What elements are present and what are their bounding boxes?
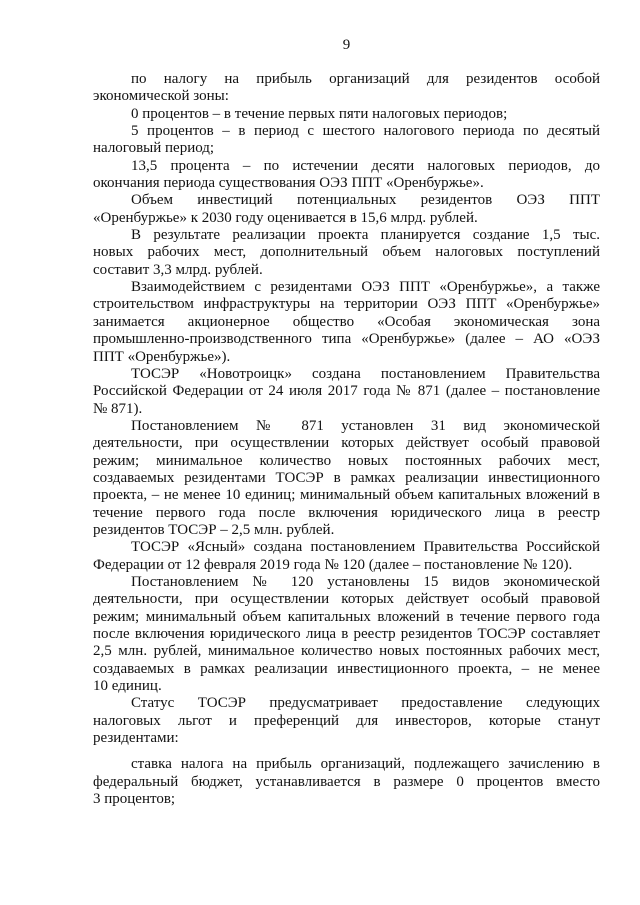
list-item-0-percent bbox=[93, 106, 600, 123]
text-line: резидентов ТОСЭР – 2,5 млн. рублей. bbox=[93, 521, 335, 538]
text-line: 2,5 млн. рублей, минимальное количество новых постоянных рабочих мест, bbox=[93, 643, 600, 660]
text-line: проекта, – не менее 10 единиц; минимальный объем капитальных вложений в bbox=[93, 487, 600, 504]
text-line: № 871). bbox=[93, 400, 143, 417]
text-line: деятельности, при осуществлении которых действует особый правовой bbox=[93, 435, 600, 452]
text-line: экономической зоны: bbox=[93, 88, 229, 105]
text-line: ставка налога на прибыль организаций, подлежащего зачислению в bbox=[131, 756, 600, 773]
list-item-profit-tax-rate bbox=[93, 756, 600, 808]
text-line: по налогу на прибыль организаций для резидентов особой bbox=[131, 71, 600, 87]
text-line: течение первого года после включения юридического лица в реестр bbox=[93, 504, 600, 521]
text-line: Федерации от 12 февраля 2019 года № 120 (далее – постановление № 120). bbox=[93, 556, 573, 573]
text-line: 3 процентов; bbox=[93, 791, 176, 808]
text-line: составит 3,3 млрд. рублей. bbox=[93, 261, 263, 278]
list-item-5-percent bbox=[93, 123, 600, 158]
text-line: строительством инфраструктуры на территории ОЭЗ ППТ «Оренбуржье» bbox=[93, 296, 600, 313]
text-line: после включения юридического лица в реестр резидентов ТОСЭР составляет bbox=[93, 626, 600, 642]
text-line: создаваемых резидентами ТОСЭР в рамках реализации инвестиционного bbox=[93, 469, 600, 486]
text-line: ТОСЭР «Ясный» создана постановлением Правительства Российской bbox=[131, 539, 600, 556]
text-line: Взаимодействием с резидентами ОЭЗ ППТ «Оренбуржье», а также bbox=[131, 279, 600, 296]
text-line: ППТ «Оренбуржье»). bbox=[93, 348, 231, 365]
text-line: 0 процентов – в течение первых пяти налоговых периодов; bbox=[131, 105, 508, 122]
text-line: Статус ТОСЭР предусматривает предоставление следующих bbox=[131, 695, 600, 712]
text-line: резидентами: bbox=[93, 730, 179, 747]
text-line: налоговых льгот и преференций для инвесторов, которые станут bbox=[93, 712, 600, 729]
text-line: Российской Федерации от 24 июля 2017 года № 871 (далее – постановление bbox=[93, 383, 600, 400]
text-line: Постановлением № 120 установлены 15 видов экономической bbox=[131, 573, 600, 590]
document-body bbox=[93, 71, 600, 808]
text-line: режим; минимальное количество новых постоянных рабочих мест, bbox=[93, 452, 600, 469]
paragraph-investment-volume bbox=[93, 192, 600, 227]
paragraph-toser-status bbox=[93, 695, 600, 747]
list-item-13-5-percent bbox=[93, 158, 600, 193]
text-line: «Оренбуржье» к 2030 году оценивается в 15,6 млрд. рублей. bbox=[93, 209, 478, 226]
text-line: Объем инвестиций потенциальных резидентов ОЭЗ ППТ bbox=[131, 192, 600, 209]
text-line: окончания периода существования ОЭЗ ППТ «Оренбуржье». bbox=[93, 175, 484, 192]
text-line: В результате реализации проекта планируется создание 1,5 тыс. bbox=[131, 227, 600, 244]
text-line: деятельности, при осуществлении которых действует особый правовой bbox=[93, 591, 600, 608]
text-line: 5 процентов – в период с шестого налогового периода по десятый bbox=[131, 123, 600, 140]
text-line: Постановлением № 871 установлен 31 вид экономической bbox=[131, 417, 600, 434]
text-line: ТОСЭР «Новотроицк» создана постановлением Правительства bbox=[131, 365, 600, 382]
text-line: 13,5 процента – по истечении десяти налоговых периодов, до bbox=[131, 157, 600, 174]
paragraph-toser-yasny bbox=[93, 539, 600, 574]
text-line: 10 единиц. bbox=[93, 678, 162, 695]
text-line: режим; минимальный объем капитальных вложений в течение первого года bbox=[93, 608, 600, 625]
paragraph-profit-tax-intro bbox=[93, 71, 600, 106]
page-number: 9 bbox=[342, 37, 351, 53]
paragraph-toser-novotroitsk bbox=[93, 366, 600, 418]
paragraph-resolution-871 bbox=[93, 418, 600, 539]
text-line: занимается акционерное общество «Особая экономическая зона bbox=[93, 313, 600, 330]
text-line: налоговый период; bbox=[93, 140, 215, 157]
paragraph-resolution-120 bbox=[93, 574, 600, 695]
text-line: создаваемых в рамках реализации инвестиционного проекта, – не менее bbox=[93, 660, 600, 677]
text-line: промышленно-производственного типа «Оренбуржье» (далее – АО «ОЭЗ bbox=[93, 331, 600, 348]
text-line: федеральный бюджет, устанавливается в размере 0 процентов вместо bbox=[93, 773, 600, 790]
paragraph-management-company bbox=[93, 279, 600, 366]
text-line: новых рабочих мест, дополнительный объем налоговых поступлений bbox=[93, 244, 600, 261]
paragraph-project-results bbox=[93, 227, 600, 279]
